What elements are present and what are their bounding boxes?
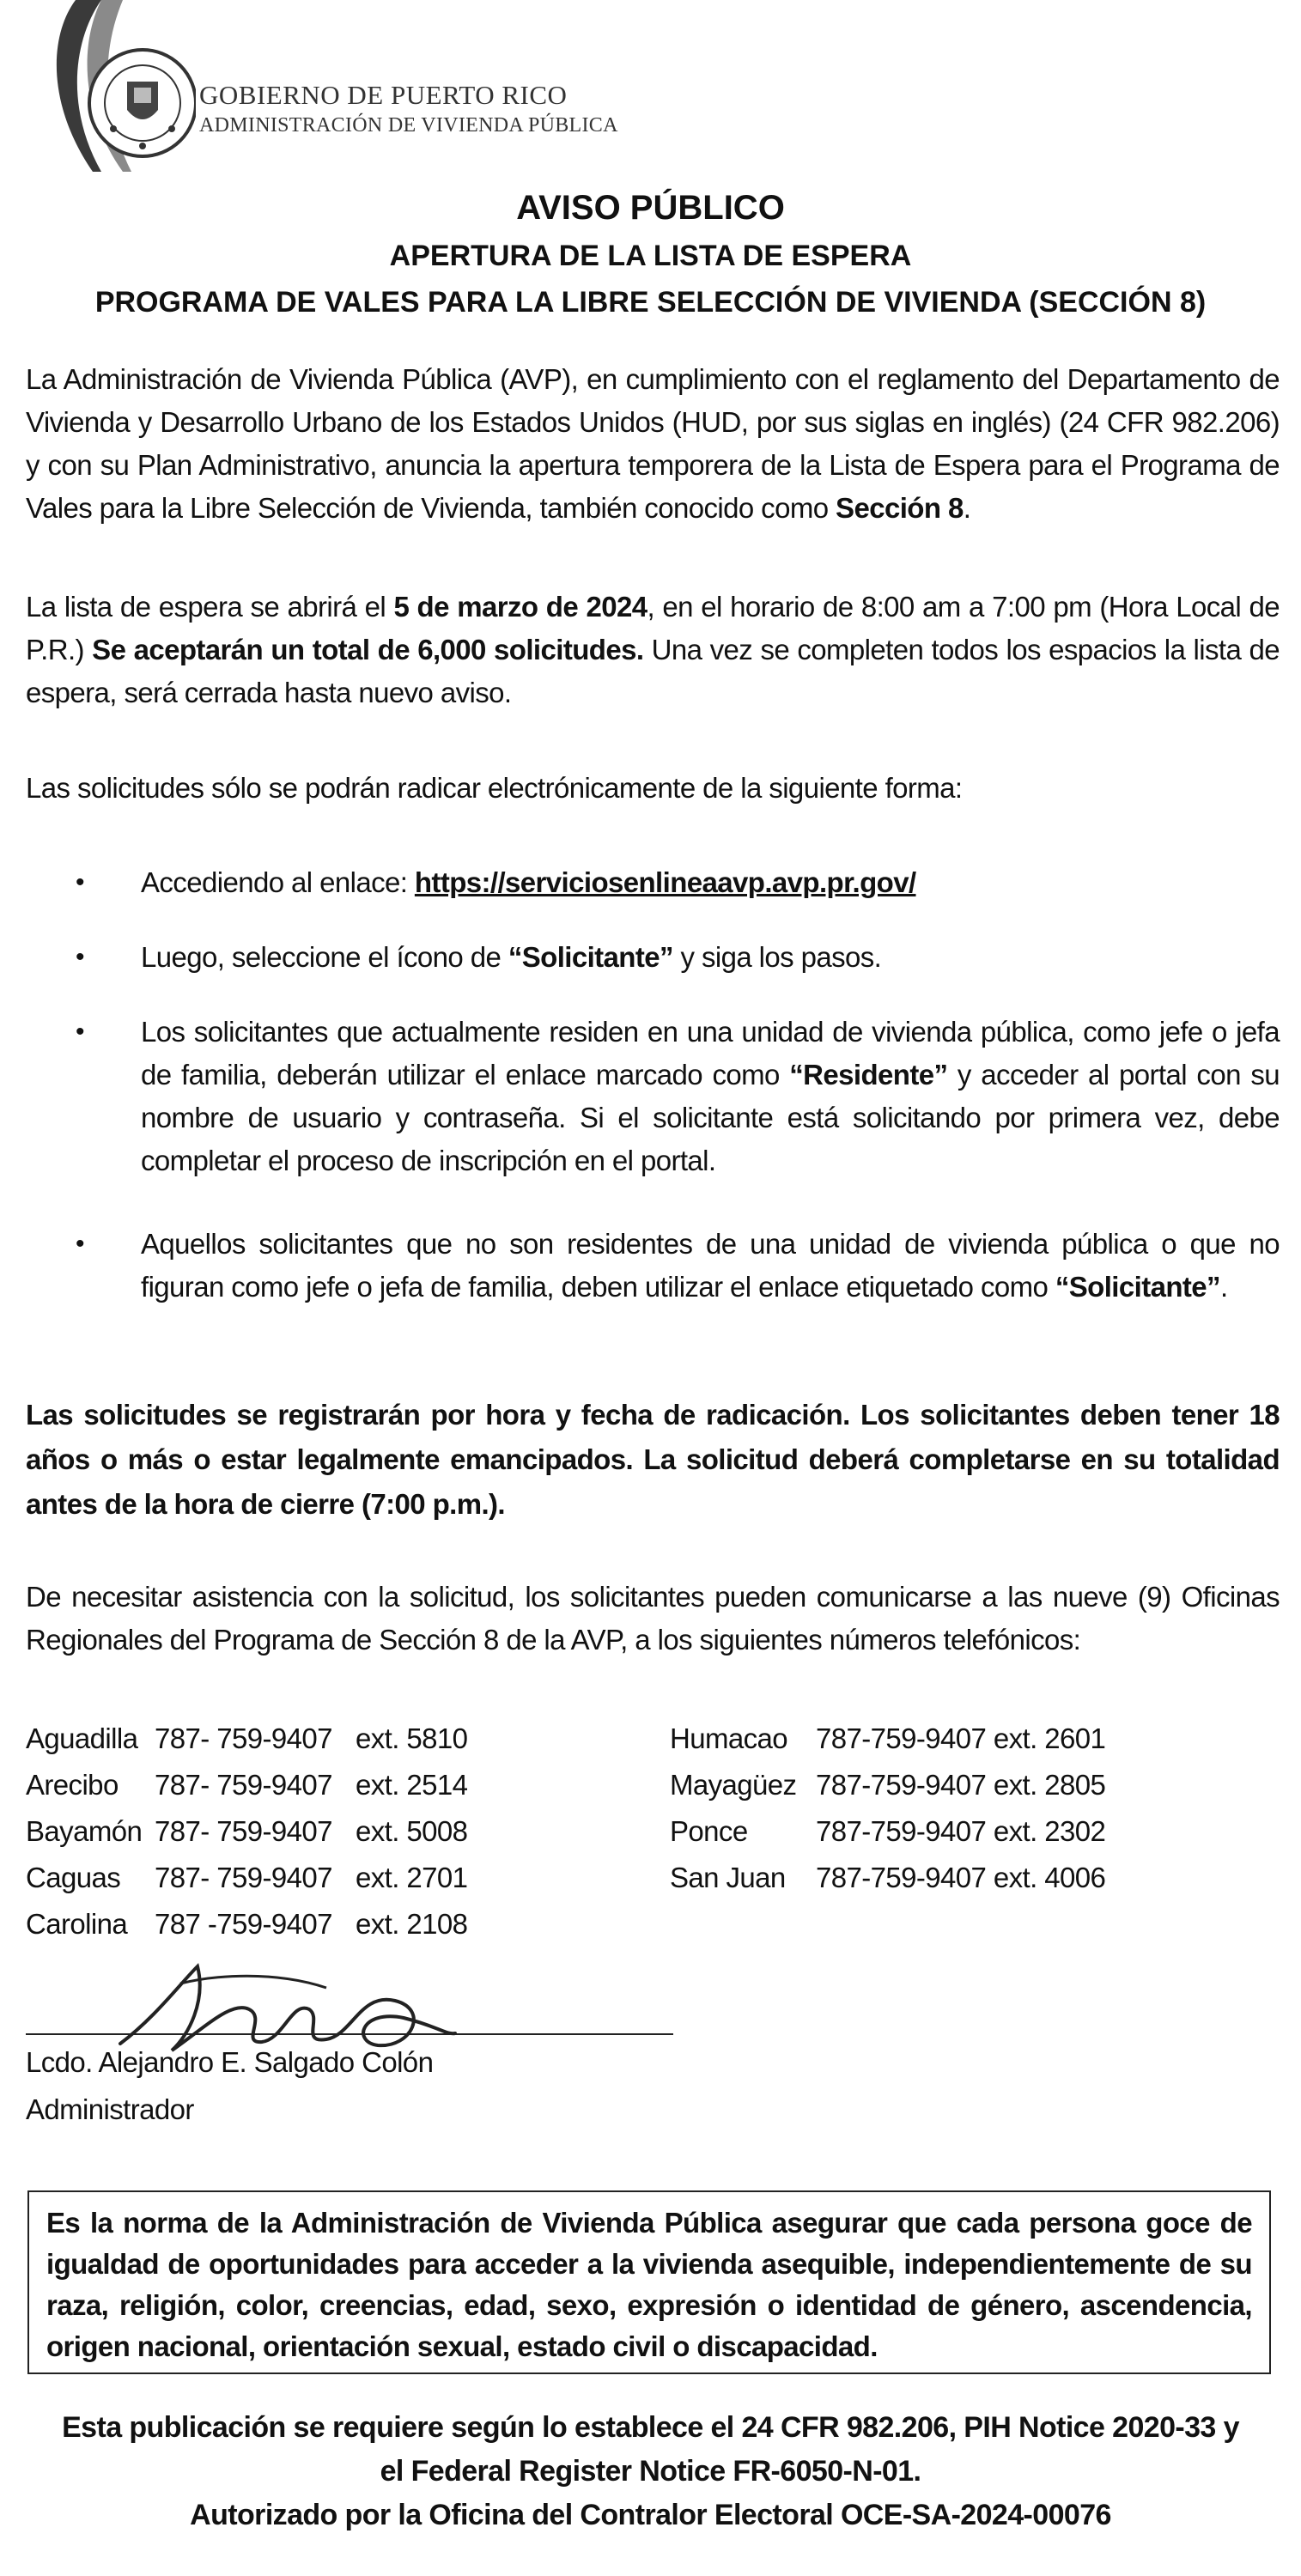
signature-line: [26, 2033, 673, 2035]
registration-rules-paragraph: Las solicitudes se registrarán por hora y fecha de radicación. Los solicitantes deben tener 18 años o más o estar legalmente emancipados. La solicitud deberá completarse en su totalidad antes de la hora de cierre (7:00 p.m.).: [26, 1399, 1280, 1520]
signatory-title: Administrador: [26, 2093, 194, 2125]
government-seal-logo: [41, 0, 196, 180]
equal-opportunity-notice: Es la norma de la Administración de Vivienda Pública asegurar que cada persona goce de igualdad de oportunidades para acceder a la vivienda asequible, independientemente de su raza, religión, color, creencias, edad, sexo, expresión o identidad de género, ascendencia, origen nacional, orientación sexual, estado civil o discapacidad.: [27, 2190, 1271, 2374]
government-name: GOBIERNO DE PUERTO RICO: [199, 80, 568, 110]
office-row: Arecibo 787- 759-9407 ext. 2514: [26, 1769, 468, 1801]
schedule-paragraph: La lista de espera se abrirá el 5 de marzo de 2024, en el horario de 8:00 am a 7:00 pm (Hora Local de P.R.) Se aceptarán un total de 6,000 solicitudes. Una vez se completen todos los espacios la lista de espera, será cerrada hasta nuevo aviso.: [26, 591, 1280, 708]
bullet-marker: •: [76, 868, 85, 896]
office-row: Bayamón 787- 759-9407 ext. 5008: [26, 1815, 468, 1847]
bullet-link-item: Accediendo al enlace: https://serviciosenlineaavp.avp.pr.gov/: [141, 866, 916, 898]
bullet-marker: •: [76, 1018, 85, 1046]
title-apertura: APERTURA DE LA LISTA DE ESPERA: [389, 240, 912, 272]
office-row: Humacao 787-759-9407 ext. 2601: [670, 1722, 1106, 1754]
office-row: Carolina 787 -759-9407 ext. 2108: [26, 1908, 468, 1940]
agency-header: [199, 79, 618, 139]
bullet-no-residente-item: Aquellos solicitantes que no son residentes de una unidad de vivienda pública o que no figuran como jefe o jefa de familia, deben utilizar el enlace etiquetado como “Solicitante”.: [141, 1228, 1280, 1303]
footer-line-1: Esta publicación se requiere según lo establece el 24 CFR 982.206, PIH Notice 2020-33 y: [62, 2411, 1239, 2444]
office-row: Mayagüez 787-759-9407 ext. 2805: [670, 1769, 1106, 1801]
office-row: Caguas 787- 759-9407 ext. 2701: [26, 1862, 468, 1893]
signatory-name: Lcdo. Alejandro E. Salgado Colón: [26, 2046, 434, 2078]
office-row: Aguadilla 787- 759-9407 ext. 5810: [26, 1722, 468, 1754]
footer-line-3: Autorizado por la Oficina del Contralor Electoral OCE-SA-2024-00076: [190, 2499, 1111, 2531]
bullet-solicitante-item: Luego, seleccione el ícono de “Solicitante” y siga los pasos.: [141, 941, 882, 973]
seccion-8-emphasis: Sección 8: [836, 492, 964, 524]
title-programa: PROGRAMA DE VALES PARA LA LIBRE SELECCIÓN DE VIVIENDA (SECCIÓN 8): [94, 286, 1207, 319]
portal-link[interactable]: https://serviciosenlineaavp.avp.pr.gov/: [414, 866, 916, 898]
intro-paragraph: La Administración de Vivienda Pública (AVP), en cumplimiento con el reglamento del Departamento de Vivienda y Desarrollo Urbano de los Estados Unidos (HUD, por sus siglas en inglés) (24 CFR 982.206) y con su Plan Administrativo, anuncia la apertura temporera de la Lista de Espera para el Programa de Vales para la Libre Selección de Vivienda, también conocido como Sección 8.: [26, 363, 1280, 524]
bullet-marker: •: [76, 1230, 85, 1258]
footer-line-2: el Federal Register Notice FR-6050-N-01.: [380, 2455, 921, 2488]
bullet-marker: •: [76, 943, 85, 971]
assistance-paragraph: De necesitar asistencia con la solicitud, los solicitantes pueden comunicarse a las nueve (9) Oficinas Regionales del Programa de Sección 8 de la AVP, a los siguientes números telefónicos:: [26, 1581, 1280, 1656]
opening-date: 5 de marzo de 2024: [393, 591, 647, 623]
title-aviso-publico: AVISO PÚBLICO: [516, 189, 785, 227]
applications-limit: Se aceptarán un total de 6,000 solicitudes.: [92, 634, 644, 665]
office-row: San Juan 787-759-9407 ext. 4006: [670, 1862, 1106, 1893]
office-row: Ponce 787-759-9407 ext. 2302: [670, 1815, 1106, 1847]
agency-name: ADMINISTRACIÓN DE VIVIENDA PÚBLICA: [199, 114, 618, 137]
instructions-intro: Las solicitudes sólo se podrán radicar electrónicamente de la siguiente forma:: [26, 772, 963, 804]
bullet-residente-item: Los solicitantes que actualmente residen en una unidad de vivienda pública, como jefe o jefa de familia, deberán utilizar el enlace marcado como “Residente” y acceder al portal con su nombre de usuario y contraseña. Si el solicitante está solicitando por primera vez, debe completar el proceso de inscripción en el portal.: [141, 1016, 1280, 1176]
